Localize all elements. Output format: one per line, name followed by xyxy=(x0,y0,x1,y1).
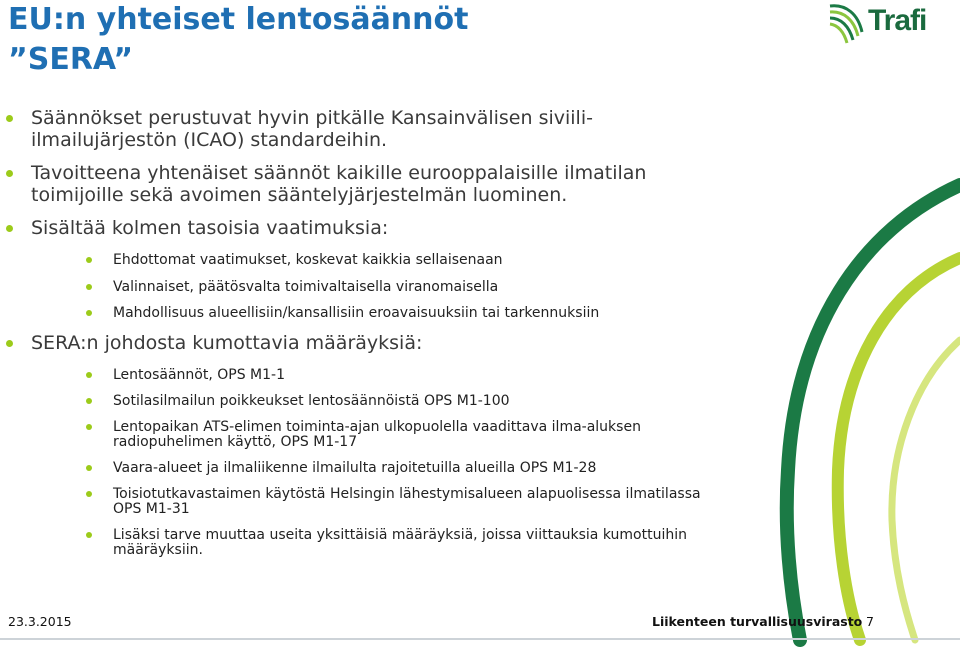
logo-text: Trafi xyxy=(868,4,927,37)
bullet-text-line: Ehdottomat vaatimukset, koskevat kaikkia sellaisenaan xyxy=(113,252,503,268)
bullet-dot-icon xyxy=(6,170,13,177)
bullet-text-line: määräyksiin. xyxy=(113,542,203,558)
bullet-text-line: radiopuhelimen käyttö, OPS M1-17 xyxy=(113,434,358,450)
bullet-dot-icon xyxy=(86,398,92,404)
bullet-text-line: toimijoille sekä avoimen sääntelyjärjestelmän luominen. xyxy=(31,184,568,206)
bullet-text xyxy=(113,368,753,383)
bullet-text xyxy=(113,280,753,295)
title-line-1: EU:n yhteiset lentosäännöt xyxy=(8,2,469,37)
bullet-dot-icon xyxy=(6,115,13,122)
green-arc xyxy=(787,185,960,640)
bullet-text-line: ilmailujärjestön (ICAO) standardeihin. xyxy=(31,129,388,151)
lime-arc-inner xyxy=(892,340,960,640)
footer-org: Liikenteen turvallisuusvirasto xyxy=(652,614,863,629)
bullet-text-line: Vaara-alueet ja ilmaliikenne ilmailulta rajoitetuilla alueilla OPS M1-28 xyxy=(113,460,597,476)
bullet-text-line: Valinnaiset, päätösvalta toimivaltaisella viranomaisella xyxy=(113,279,499,295)
footer-divider xyxy=(0,638,960,640)
bullet-dot-icon xyxy=(6,225,13,232)
bullet-text-line: OPS M1-31 xyxy=(113,501,190,517)
bullet-dot-icon xyxy=(86,257,92,263)
page-title xyxy=(8,0,468,80)
bullet-text xyxy=(113,487,753,517)
footer-page-number: 7 xyxy=(866,614,874,629)
bullet-text-line: Tavoitteena yhtenäiset säännöt kaikille eurooppalaisille ilmatilan xyxy=(31,162,647,184)
bullet-text-line: Säännökset perustuvat hyvin pitkälle Kansainvälisen siviili- xyxy=(31,107,593,129)
bullet-dot-icon xyxy=(86,465,92,471)
bullet-text-line: SERA:n johdosta kumottavia määräyksiä: xyxy=(31,332,423,354)
bullet-dot-icon xyxy=(86,284,92,290)
bullet-text-line: Sotilasilmailun poikkeukset lentosäännöistä OPS M1-100 xyxy=(113,393,510,409)
bullet-text xyxy=(31,107,691,151)
bullet-text xyxy=(113,306,753,321)
title-line-2: ”SERA” xyxy=(8,42,134,77)
bullet-text-line: Mahdollisuus alueellisiin/kansallisiin eroavaisuuksiin tai tarkennuksiin xyxy=(113,305,600,321)
bullet-text xyxy=(31,332,691,354)
bullet-dot-icon xyxy=(86,532,92,538)
footer-date: 23.3.2015 xyxy=(8,614,72,629)
bullet-text-line: Lentopaikan ATS-elimen toiminta-ajan ulkopuolella vaadittava ilma-aluksen xyxy=(113,419,641,435)
bullet-dot-icon xyxy=(86,491,92,497)
bullet-dot-icon xyxy=(86,372,92,378)
bullet-dot-icon xyxy=(86,424,92,430)
bullet-text-line: Sisältää kolmen tasoisia vaatimuksia: xyxy=(31,217,389,239)
bullet-text-line: Toisiotutkavastaimen käytöstä Helsingin lähestymisalueen alapuolisessa ilmatilassa xyxy=(113,486,701,502)
bullet-text xyxy=(113,394,753,409)
bullet-text xyxy=(31,217,691,239)
bullet-text-line: Lentosäännöt, OPS M1-1 xyxy=(113,367,285,383)
bullet-text xyxy=(113,253,753,268)
bullet-text xyxy=(113,528,753,558)
bullet-dot-icon xyxy=(86,310,92,316)
bullet-text xyxy=(113,461,753,476)
bullet-dot-icon xyxy=(6,340,13,347)
bullet-text xyxy=(113,420,753,450)
bullet-text-line: Lisäksi tarve muuttaa useita yksittäisiä määräyksiä, joissa viittauksia kumottuihin xyxy=(113,527,687,543)
bullet-text xyxy=(31,162,691,206)
